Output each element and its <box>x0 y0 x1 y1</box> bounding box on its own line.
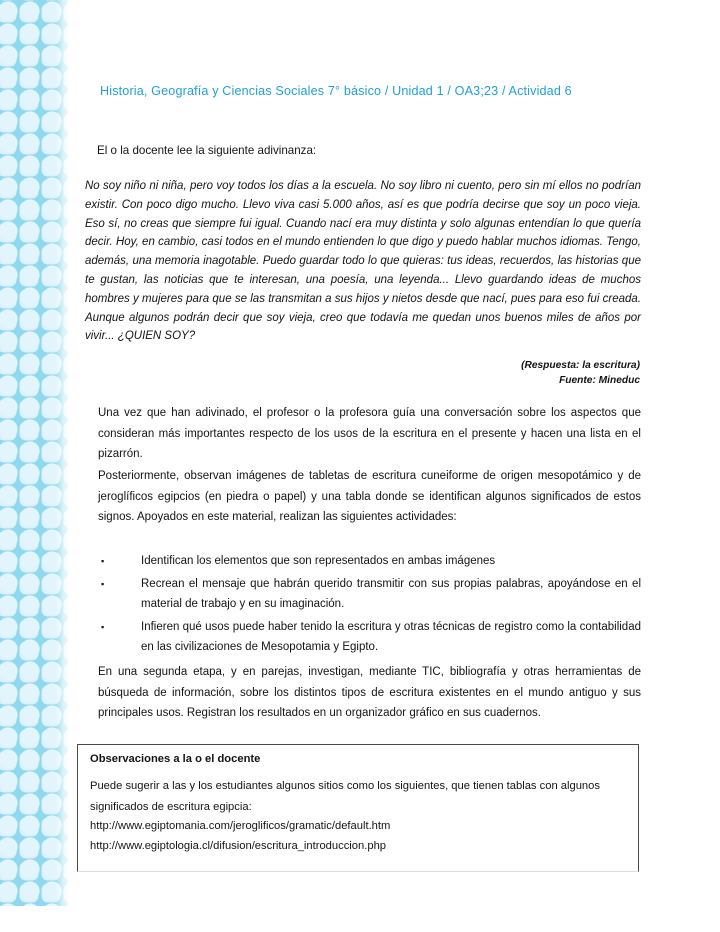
list-item <box>98 574 641 615</box>
bullet-icon: ▪ <box>101 578 105 589</box>
list-item-label: Infieren qué usos puede haber tenido la escritura y otras técnicas de registro como la contabilidad en las civilizaciones de Mesopotamia y Egipto. <box>141 620 641 653</box>
document-page <box>68 0 720 932</box>
observations-title: Observaciones a la o el docente <box>90 753 261 765</box>
riddle-text: No soy niño ni niña, pero voy todos los días a la escuela. No soy libro ni cuento, pero sin mí ellos no podrían existir. Con poco digo mucho. Llevo viva casi 5.000 años, así es que podría decirse que soy un poco vieja. Eso sí, no creas que siempre fui igual. Cuando nací era muy distinta y solo algunas entendían lo que quería decir. Hoy, en cambio, casi todos en el mundo entienden lo que digo y puedo hablar muchos idiomas. Tengo, además, una memoria inagotable. Puedo guardar todo lo que quieras: tus ideas, recuerdos, las historias que te gustan, las noticias que te interesan, una poesía, una leyenda... Llevo guardando ideas de muchos hombres y mujeres para que se las transmitan a sus hijos y nietos desde que nací, pues para eso fui creada. Aunque algunos podrán decir que soy vieja, creo que todavía me quedan unos buenos miles de años por vivir... ¿QUIEN SOY? <box>85 180 641 343</box>
paragraph-two: Posteriormente, observan imágenes de tabletas de escritura cuneiforme de origen mesopotámico y de jeroglíficos egipcios (en piedra o papel) y una tabla donde se identifican algunos significados de estos signos. Apoyados en este material, realizan las siguientes actividades: <box>98 470 641 523</box>
list-item-label: Identifican los elementos que son representados en ambas imágenes <box>141 555 496 567</box>
decorative-side-band <box>0 0 68 906</box>
decorative-tile-pattern <box>0 0 68 906</box>
observations-link-egiptologia[interactable]: http://www.egiptologia.cl/difusion/escritura_introduccion.php <box>90 839 387 852</box>
riddle-answer-block <box>368 358 640 388</box>
riddle-answer: (Respuesta: la escritura) <box>521 360 640 371</box>
paragraph-one: Una vez que han adivinado, el profesor o la profesora guía una conversación sobre los aspectos que consideran más importantes respecto de los usos de la escritura en el presente y hacen una lista en el pizarrón. <box>98 407 641 460</box>
observations-link-egiptomania[interactable]: http://www.egiptomania.com/jeroglificos/gramatic/default.htm <box>90 820 391 832</box>
breadcrumb: Historia, Geografía y Ciencias Sociales 7° básico / Unidad 1 / OA3;23 / Actividad 6 <box>100 84 572 98</box>
activities-list <box>98 551 641 660</box>
intro-instruction: El o la docente lee la siguiente adivinanza: <box>97 144 317 157</box>
list-item <box>98 617 641 658</box>
paragraph-three: En una segunda etapa, y en parejas, investigan, mediante TIC, bibliografía y otras herramientas de búsqueda de información, sobre los distintos tipos de escritura existentes en el mundo antiguo y sus principales usos. Registran los resultados en un organizador gráfico en sus cuadernos. <box>98 666 641 719</box>
bullet-icon: ▪ <box>101 556 105 566</box>
observations-intro: Puede sugerir a las y los estudiantes algunos sitios como los siguientes, que tienen tablas con algunos significados de escritura egipcia: <box>90 780 600 813</box>
list-item-label: Recrean el mensaje que habrán querido transmitir con sus propias palabras, apoyándose en el material de trabajo y en su imaginación. <box>141 577 641 610</box>
riddle-source: Fuente: Mineduc <box>559 375 640 386</box>
observations-box <box>77 744 639 872</box>
list-item <box>98 551 641 572</box>
bullet-icon: ▪ <box>101 621 105 632</box>
